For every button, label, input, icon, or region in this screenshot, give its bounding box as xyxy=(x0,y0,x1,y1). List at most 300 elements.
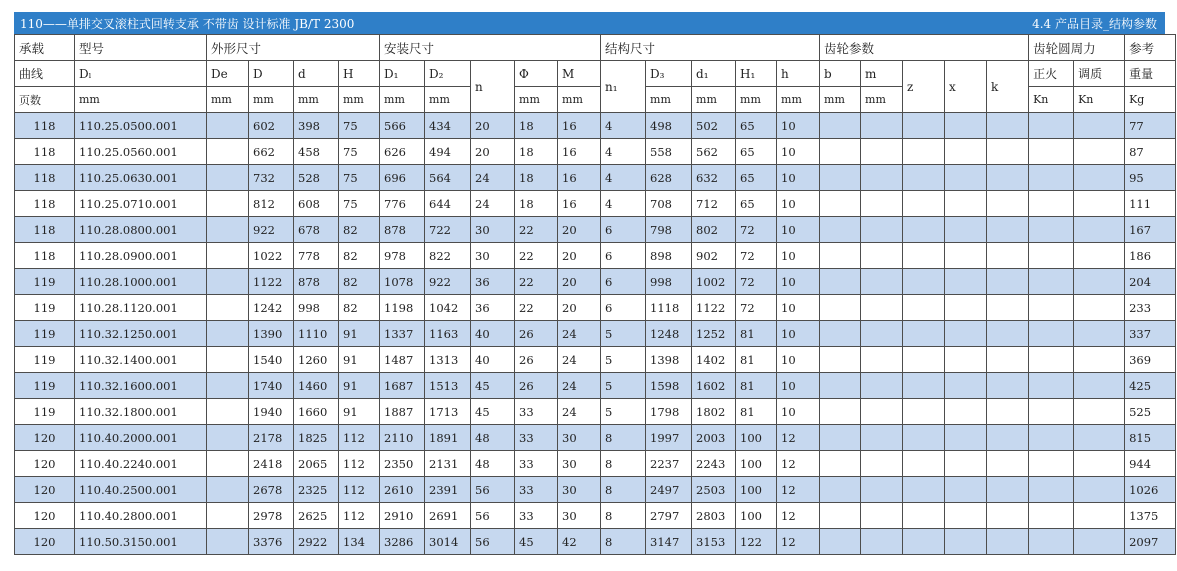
unit-normalize: Kn xyxy=(1029,87,1074,113)
cell-weight: 1375 xyxy=(1125,503,1176,529)
cell-d-outer: 2178 xyxy=(249,425,294,451)
cell-d-inner: 1110 xyxy=(294,321,339,347)
header-h: H xyxy=(339,61,380,87)
cell-h-small: 10 xyxy=(777,347,820,373)
cell-phi: 33 xyxy=(515,477,558,503)
cell-d-inner: 1260 xyxy=(294,347,339,373)
cell-n1: 4 xyxy=(601,191,646,217)
cell-n1: 4 xyxy=(601,139,646,165)
cell-h1: 81 xyxy=(736,373,777,399)
cell-d1-small: 902 xyxy=(692,243,736,269)
cell-phi: 26 xyxy=(515,347,558,373)
unit-m-thread: mm xyxy=(558,87,601,113)
cell-n1: 6 xyxy=(601,243,646,269)
cell-curve-page: 119 xyxy=(15,399,75,425)
cell-k xyxy=(987,243,1029,269)
cell-de xyxy=(207,113,249,139)
unit-m-module: mm xyxy=(861,87,903,113)
cell-b xyxy=(820,529,861,555)
table-row xyxy=(15,399,1176,425)
cell-d-inner: 528 xyxy=(294,165,339,191)
cell-de xyxy=(207,399,249,425)
cell-d1-small: 1252 xyxy=(692,321,736,347)
cell-d1: 878 xyxy=(380,217,425,243)
header-model: 型号 xyxy=(75,35,207,61)
unit-d1: mm xyxy=(380,87,425,113)
cell-b xyxy=(820,295,861,321)
cell-n1: 5 xyxy=(601,399,646,425)
cell-normalize xyxy=(1029,191,1074,217)
cell-curve-page: 120 xyxy=(15,503,75,529)
cell-d-outer: 2418 xyxy=(249,451,294,477)
cell-d3: 1798 xyxy=(646,399,692,425)
header-model-dl: Dₗ xyxy=(75,61,207,87)
cell-curve-page: 119 xyxy=(15,373,75,399)
cell-b xyxy=(820,451,861,477)
cell-x xyxy=(945,529,987,555)
cell-k xyxy=(987,139,1029,165)
cell-d1-small: 802 xyxy=(692,217,736,243)
cell-h-small: 10 xyxy=(777,217,820,243)
cell-d1-small: 562 xyxy=(692,139,736,165)
cell-quench xyxy=(1074,165,1125,191)
cell-n: 56 xyxy=(471,529,515,555)
cell-h: 82 xyxy=(339,269,380,295)
cell-m-module xyxy=(861,165,903,191)
cell-z xyxy=(903,165,945,191)
cell-n: 20 xyxy=(471,113,515,139)
cell-x xyxy=(945,113,987,139)
cell-d1: 2350 xyxy=(380,451,425,477)
cell-d3: 1248 xyxy=(646,321,692,347)
unit-h1: mm xyxy=(736,87,777,113)
unit-d-inner: mm xyxy=(294,87,339,113)
cell-h1: 81 xyxy=(736,321,777,347)
cell-h: 75 xyxy=(339,139,380,165)
cell-b xyxy=(820,217,861,243)
cell-model: 110.32.1600.001 xyxy=(75,373,207,399)
cell-h-small: 10 xyxy=(777,373,820,399)
cell-m-thread: 30 xyxy=(558,451,601,477)
cell-m-thread: 20 xyxy=(558,269,601,295)
cell-d2: 1163 xyxy=(425,321,471,347)
cell-h-small: 10 xyxy=(777,191,820,217)
cell-h-small: 12 xyxy=(777,529,820,555)
cell-d2: 722 xyxy=(425,217,471,243)
cell-d1-small: 3153 xyxy=(692,529,736,555)
cell-m-module xyxy=(861,191,903,217)
cell-m-module xyxy=(861,477,903,503)
cell-d2: 644 xyxy=(425,191,471,217)
cell-phi: 18 xyxy=(515,139,558,165)
cell-n1: 8 xyxy=(601,503,646,529)
cell-z xyxy=(903,269,945,295)
header-n1: n₁ xyxy=(601,61,646,113)
cell-d1: 2610 xyxy=(380,477,425,503)
cell-d1-small: 1402 xyxy=(692,347,736,373)
table-row xyxy=(15,425,1176,451)
cell-quench xyxy=(1074,243,1125,269)
cell-de xyxy=(207,529,249,555)
header-row-2 xyxy=(15,61,1176,87)
cell-curve-page: 118 xyxy=(15,113,75,139)
cell-n: 48 xyxy=(471,425,515,451)
cell-d-outer: 1022 xyxy=(249,243,294,269)
cell-d3: 1997 xyxy=(646,425,692,451)
table-row xyxy=(15,503,1176,529)
cell-b xyxy=(820,425,861,451)
header-de: De xyxy=(207,61,249,87)
cell-de xyxy=(207,451,249,477)
cell-d2: 494 xyxy=(425,139,471,165)
cell-h: 91 xyxy=(339,347,380,373)
cell-m-thread: 30 xyxy=(558,503,601,529)
table-row xyxy=(15,191,1176,217)
cell-weight: 425 xyxy=(1125,373,1176,399)
cell-de xyxy=(207,217,249,243)
cell-h-small: 10 xyxy=(777,243,820,269)
unit-model: mm xyxy=(75,87,207,113)
cell-z xyxy=(903,529,945,555)
cell-quench xyxy=(1074,295,1125,321)
cell-m-thread: 30 xyxy=(558,477,601,503)
cell-h: 75 xyxy=(339,191,380,217)
cell-x xyxy=(945,425,987,451)
header-h1: H₁ xyxy=(736,61,777,87)
header-weight-2: 重量 xyxy=(1125,61,1176,87)
cell-k xyxy=(987,191,1029,217)
cell-weight: 204 xyxy=(1125,269,1176,295)
cell-h1: 72 xyxy=(736,243,777,269)
cell-h: 75 xyxy=(339,113,380,139)
cell-h: 82 xyxy=(339,243,380,269)
cell-n: 48 xyxy=(471,451,515,477)
cell-z xyxy=(903,139,945,165)
cell-z xyxy=(903,373,945,399)
cell-b xyxy=(820,373,861,399)
cell-m-module xyxy=(861,295,903,321)
cell-m-thread: 16 xyxy=(558,113,601,139)
cell-n: 56 xyxy=(471,503,515,529)
cell-normalize xyxy=(1029,451,1074,477)
cell-h: 91 xyxy=(339,399,380,425)
cell-de xyxy=(207,321,249,347)
header-phi: Φ xyxy=(515,61,558,87)
cell-model: 110.25.0500.001 xyxy=(75,113,207,139)
cell-x xyxy=(945,503,987,529)
cell-h-small: 10 xyxy=(777,139,820,165)
cell-n1: 8 xyxy=(601,477,646,503)
cell-normalize xyxy=(1029,321,1074,347)
cell-de xyxy=(207,477,249,503)
cell-m-module xyxy=(861,321,903,347)
header-h-small: h xyxy=(777,61,820,87)
cell-m-thread: 16 xyxy=(558,165,601,191)
cell-weight: 525 xyxy=(1125,399,1176,425)
cell-d3: 2797 xyxy=(646,503,692,529)
cell-k xyxy=(987,451,1029,477)
cell-model: 110.25.0630.001 xyxy=(75,165,207,191)
cell-d1: 566 xyxy=(380,113,425,139)
cell-z xyxy=(903,347,945,373)
cell-curve-page: 120 xyxy=(15,477,75,503)
cell-model: 110.40.2000.001 xyxy=(75,425,207,451)
cell-d1: 2910 xyxy=(380,503,425,529)
cell-d2: 1713 xyxy=(425,399,471,425)
header-curve-page-2: 曲线 xyxy=(15,61,75,87)
cell-curve-page: 119 xyxy=(15,321,75,347)
cell-m-module xyxy=(861,373,903,399)
cell-x xyxy=(945,451,987,477)
unit-d-outer: mm xyxy=(249,87,294,113)
cell-b xyxy=(820,269,861,295)
cell-n1: 8 xyxy=(601,529,646,555)
cell-m-thread: 30 xyxy=(558,425,601,451)
cell-phi: 26 xyxy=(515,373,558,399)
cell-k xyxy=(987,529,1029,555)
cell-k xyxy=(987,113,1029,139)
header-gear-force: 齿轮圆周力 xyxy=(1029,35,1125,61)
cell-m-thread: 24 xyxy=(558,321,601,347)
cell-n1: 5 xyxy=(601,321,646,347)
cell-d-inner: 2065 xyxy=(294,451,339,477)
cell-d1: 626 xyxy=(380,139,425,165)
cell-h1: 65 xyxy=(736,165,777,191)
table-body xyxy=(15,113,1176,555)
cell-m-thread: 20 xyxy=(558,295,601,321)
cell-d2: 1891 xyxy=(425,425,471,451)
cell-quench xyxy=(1074,321,1125,347)
cell-d1: 3286 xyxy=(380,529,425,555)
cell-de xyxy=(207,373,249,399)
cell-d1-small: 2003 xyxy=(692,425,736,451)
cell-model: 110.28.0900.001 xyxy=(75,243,207,269)
cell-d1-small: 2803 xyxy=(692,503,736,529)
cell-x xyxy=(945,295,987,321)
cell-m-module xyxy=(861,347,903,373)
cell-d2: 2391 xyxy=(425,477,471,503)
header-m-module: m xyxy=(861,61,903,87)
cell-quench xyxy=(1074,139,1125,165)
cell-b xyxy=(820,503,861,529)
cell-h: 82 xyxy=(339,295,380,321)
cell-curve-page: 119 xyxy=(15,295,75,321)
cell-d-inner: 998 xyxy=(294,295,339,321)
cell-h: 112 xyxy=(339,477,380,503)
cell-n1: 6 xyxy=(601,217,646,243)
cell-phi: 18 xyxy=(515,191,558,217)
cell-n1: 8 xyxy=(601,451,646,477)
cell-de xyxy=(207,243,249,269)
cell-phi: 22 xyxy=(515,243,558,269)
cell-h: 91 xyxy=(339,373,380,399)
cell-d1: 1487 xyxy=(380,347,425,373)
cell-quench xyxy=(1074,269,1125,295)
cell-d1: 1887 xyxy=(380,399,425,425)
cell-n: 24 xyxy=(471,165,515,191)
cell-d2: 434 xyxy=(425,113,471,139)
cell-x xyxy=(945,321,987,347)
cell-m-thread: 16 xyxy=(558,139,601,165)
cell-curve-page: 118 xyxy=(15,243,75,269)
cell-phi: 18 xyxy=(515,165,558,191)
cell-weight: 815 xyxy=(1125,425,1176,451)
cell-b xyxy=(820,321,861,347)
cell-phi: 33 xyxy=(515,399,558,425)
table-row xyxy=(15,217,1176,243)
cell-n: 45 xyxy=(471,373,515,399)
cell-b xyxy=(820,191,861,217)
title-left: 110——单排交叉滚柱式回转支承 不带齿 设计标准 JB/T 2300 xyxy=(20,16,355,31)
header-b: b xyxy=(820,61,861,87)
unit-quench: Kn xyxy=(1074,87,1125,113)
cell-x xyxy=(945,217,987,243)
cell-x xyxy=(945,399,987,425)
cell-d1: 1078 xyxy=(380,269,425,295)
cell-curve-page: 120 xyxy=(15,529,75,555)
cell-m-module xyxy=(861,269,903,295)
cell-z xyxy=(903,321,945,347)
cell-d-inner: 2625 xyxy=(294,503,339,529)
cell-d3: 708 xyxy=(646,191,692,217)
header-weight: 参考 xyxy=(1125,35,1176,61)
cell-h: 134 xyxy=(339,529,380,555)
cell-phi: 33 xyxy=(515,451,558,477)
cell-d1-small: 1602 xyxy=(692,373,736,399)
cell-m-module xyxy=(861,243,903,269)
cell-weight: 167 xyxy=(1125,217,1176,243)
header-structure-dims: 结构尺寸 xyxy=(601,35,820,61)
cell-curve-page: 119 xyxy=(15,269,75,295)
cell-d1: 978 xyxy=(380,243,425,269)
cell-m-thread: 20 xyxy=(558,243,601,269)
table-row xyxy=(15,477,1176,503)
cell-d-inner: 878 xyxy=(294,269,339,295)
cell-phi: 33 xyxy=(515,425,558,451)
table-row xyxy=(15,295,1176,321)
cell-h1: 81 xyxy=(736,347,777,373)
cell-de xyxy=(207,347,249,373)
cell-phi: 18 xyxy=(515,113,558,139)
cell-x xyxy=(945,165,987,191)
cell-n1: 8 xyxy=(601,425,646,451)
cell-z xyxy=(903,243,945,269)
cell-h1: 72 xyxy=(736,217,777,243)
cell-d-outer: 1242 xyxy=(249,295,294,321)
cell-k xyxy=(987,425,1029,451)
cell-d3: 628 xyxy=(646,165,692,191)
cell-d1-small: 1802 xyxy=(692,399,736,425)
header-m-thread: M xyxy=(558,61,601,87)
cell-weight: 77 xyxy=(1125,113,1176,139)
cell-n: 30 xyxy=(471,243,515,269)
cell-weight: 944 xyxy=(1125,451,1176,477)
cell-d3: 1398 xyxy=(646,347,692,373)
cell-d-inner: 1825 xyxy=(294,425,339,451)
cell-d3: 558 xyxy=(646,139,692,165)
spec-table xyxy=(14,34,1176,555)
cell-z xyxy=(903,425,945,451)
cell-curve-page: 118 xyxy=(15,191,75,217)
cell-h: 82 xyxy=(339,217,380,243)
cell-normalize xyxy=(1029,269,1074,295)
cell-h-small: 10 xyxy=(777,399,820,425)
unit-d1-small: mm xyxy=(692,87,736,113)
cell-model: 110.40.2800.001 xyxy=(75,503,207,529)
table-row xyxy=(15,269,1176,295)
unit-d3: mm xyxy=(646,87,692,113)
unit-weight: Kg xyxy=(1125,87,1176,113)
cell-z xyxy=(903,477,945,503)
cell-model: 110.40.2500.001 xyxy=(75,477,207,503)
cell-m-module xyxy=(861,451,903,477)
cell-normalize xyxy=(1029,165,1074,191)
cell-de xyxy=(207,503,249,529)
cell-model: 110.40.2240.001 xyxy=(75,451,207,477)
cell-h1: 122 xyxy=(736,529,777,555)
cell-h: 112 xyxy=(339,503,380,529)
cell-d2: 1313 xyxy=(425,347,471,373)
cell-de xyxy=(207,295,249,321)
cell-h: 75 xyxy=(339,165,380,191)
cell-x xyxy=(945,139,987,165)
cell-model: 110.50.3150.001 xyxy=(75,529,207,555)
cell-phi: 45 xyxy=(515,529,558,555)
cell-d3: 2237 xyxy=(646,451,692,477)
cell-d2: 3014 xyxy=(425,529,471,555)
cell-k xyxy=(987,321,1029,347)
cell-n: 40 xyxy=(471,347,515,373)
cell-n1: 5 xyxy=(601,347,646,373)
cell-x xyxy=(945,191,987,217)
cell-z xyxy=(903,191,945,217)
cell-normalize xyxy=(1029,347,1074,373)
cell-m-thread: 16 xyxy=(558,191,601,217)
cell-x xyxy=(945,477,987,503)
header-d2: D₂ xyxy=(425,61,471,87)
cell-model: 110.28.1120.001 xyxy=(75,295,207,321)
cell-d2: 822 xyxy=(425,243,471,269)
cell-normalize xyxy=(1029,425,1074,451)
cell-b xyxy=(820,477,861,503)
cell-quench xyxy=(1074,373,1125,399)
cell-m-thread: 20 xyxy=(558,217,601,243)
cell-k xyxy=(987,165,1029,191)
cell-d3: 998 xyxy=(646,269,692,295)
cell-d3: 1118 xyxy=(646,295,692,321)
unit-de: mm xyxy=(207,87,249,113)
cell-k xyxy=(987,399,1029,425)
cell-z xyxy=(903,217,945,243)
cell-d-inner: 458 xyxy=(294,139,339,165)
cell-quench xyxy=(1074,529,1125,555)
cell-b xyxy=(820,165,861,191)
cell-d-inner: 398 xyxy=(294,113,339,139)
cell-d1-small: 1122 xyxy=(692,295,736,321)
cell-h-small: 12 xyxy=(777,451,820,477)
cell-d1: 2110 xyxy=(380,425,425,451)
cell-model: 110.25.0560.001 xyxy=(75,139,207,165)
header-d1: D₁ xyxy=(380,61,425,87)
cell-d1-small: 712 xyxy=(692,191,736,217)
cell-m-thread: 24 xyxy=(558,347,601,373)
cell-normalize xyxy=(1029,113,1074,139)
cell-quench xyxy=(1074,425,1125,451)
cell-weight: 1026 xyxy=(1125,477,1176,503)
cell-d2: 922 xyxy=(425,269,471,295)
cell-phi: 22 xyxy=(515,269,558,295)
cell-normalize xyxy=(1029,503,1074,529)
